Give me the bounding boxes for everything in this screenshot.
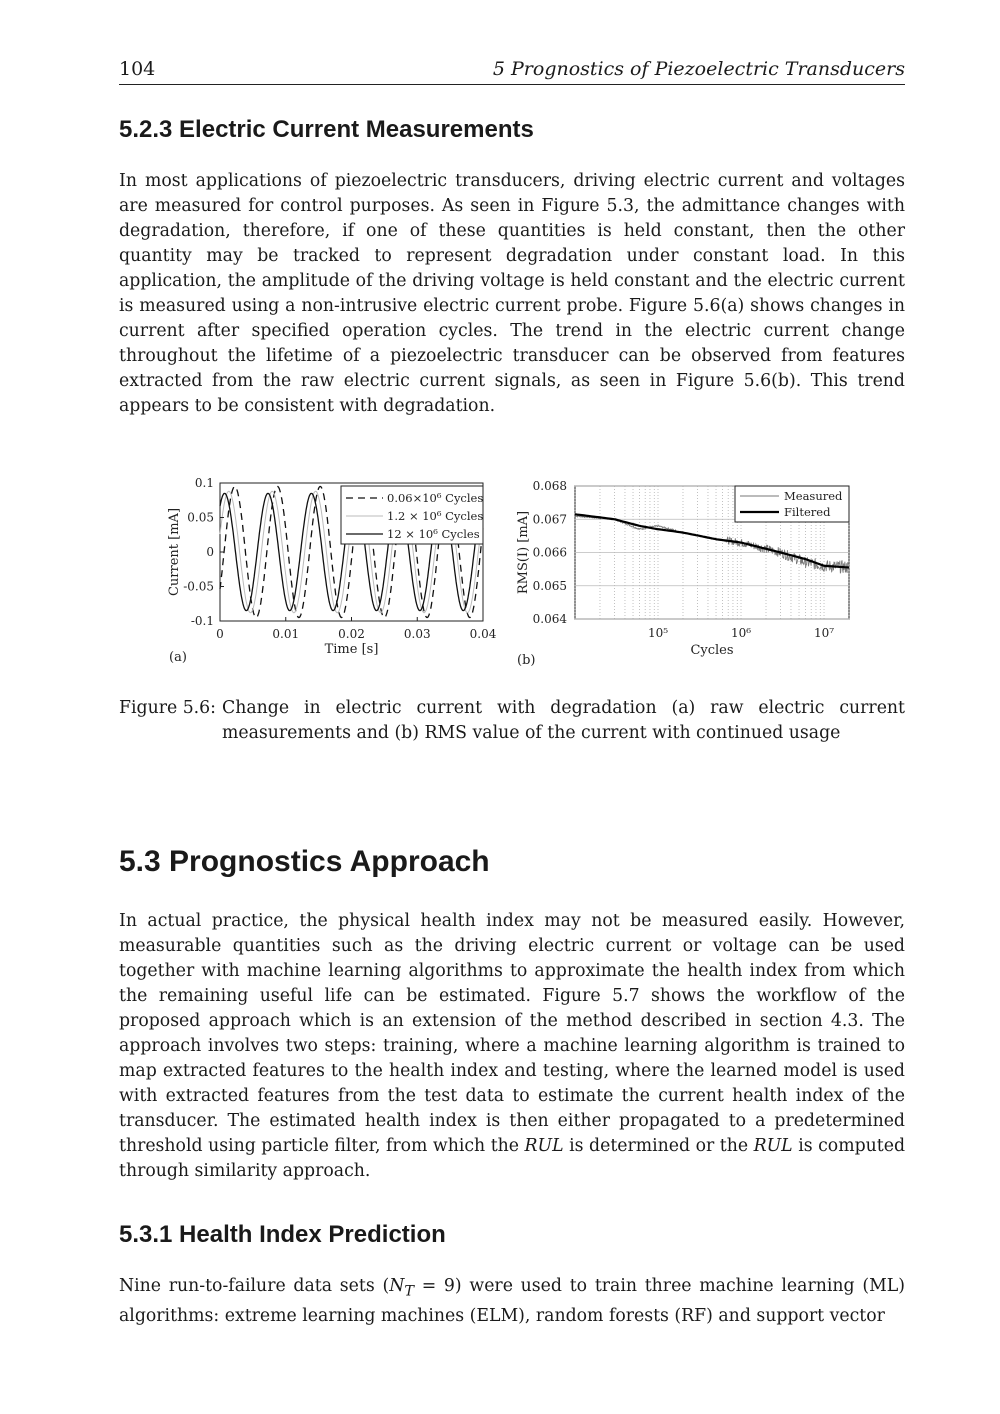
text-run: ) were used to train three machine learning (ML) algorithms: extreme learning machines (ELM), random forests (RF) and support vector [119, 1276, 905, 1327]
y-tick-label: 0.068 [532, 479, 567, 493]
running-header [119, 58, 905, 85]
y-tick-label: 0 [206, 545, 214, 559]
x-axis-label: Time [s] [324, 642, 379, 657]
chart-rms-vs-cycles [511, 474, 861, 674]
y-tick-label: -0.1 [190, 614, 214, 628]
y-axis-label: Current [mA] [167, 507, 182, 597]
panel-label: (b) [517, 653, 536, 668]
y-tick-label: 0.065 [532, 578, 567, 593]
y-tick-label: -0.05 [183, 579, 214, 594]
x-tick-label: 0.04 [469, 627, 497, 641]
figure-5-6 [159, 474, 899, 674]
legend-label-filtered: Filtered [784, 505, 831, 519]
chart-current-vs-time [159, 474, 504, 674]
math-equals: = 9 [413, 1276, 455, 1296]
y-tick-label: 0.066 [532, 545, 567, 560]
text-run: is computed through similarity approach. [119, 1136, 906, 1181]
paragraph-health-index-prediction [119, 1274, 905, 1329]
chapter-title: 5 Prognostics of Piezoelectric Transducers [492, 58, 905, 80]
y-tick-label: 0.1 [194, 476, 214, 490]
page-number: 104 [119, 58, 156, 80]
math-rul: RUL [753, 1136, 793, 1156]
x-tick-label: 0 [216, 627, 224, 641]
caption-label: Figure 5.6: [119, 698, 216, 718]
x-axis-label: Cycles [690, 643, 734, 658]
paragraph-current-measurements: In most applications of piezoelectric transducers, driving electric current and voltages are measured for control purposes. As seen in Figure 5.3, the admittance changes with degradation, therefore, if one of these quantities is held constant, then the other quantity may be tracked to represent degradation under constant load. In this application, the amplitude of the driving voltage is held constant and the electric current is measured using a non-intrusive electric current probe. Figure 5.6(a) shows changes in current after specified operation cycles. The trend in the electric current change throughout the lifetime of a piezoelectric transducer can be observed from features extracted from the raw electric current signals, as seen in Figure 5.6(b). This trend appears to be consistent with degradation. [119, 171, 905, 416]
caption-text: Change in electric current with degradation (a) raw electric current measurements and (b) RMS value of the current with continued usage [222, 698, 905, 743]
text-run: Nine run-to-failure data sets ( [119, 1276, 390, 1296]
legend-label-measured: Measured [784, 489, 843, 503]
y-axis-label: RMS(I) [mA] [516, 510, 531, 595]
section-heading-5-3: 5.3 Prognostics Approach [119, 845, 490, 878]
y-tick-label: 0.064 [532, 612, 567, 626]
panel-label: (a) [169, 650, 187, 665]
section-heading-5-3-1: 5.3.1 Health Index Prediction [119, 1221, 446, 1248]
legend-label-1: 1.2 × 10⁶ Cycles [387, 509, 484, 523]
x-tick-label: 10⁶ [730, 626, 752, 640]
section-heading-5-2-3: 5.2.3 Electric Current Measurements [119, 116, 534, 143]
y-tick-label: 0.05 [187, 510, 214, 525]
legend-label-2: 12 × 10⁶ Cycles [387, 527, 480, 541]
text-run: In actual practice, the physical health index may not be measured easily. However, measurable quantities such as the driving electric current or voltage can be used together with machine learning algorithms to approximate the health index from which the remaining useful life can be estimated. Figure 5.7 shows the workflow of the proposed approach which is an extension of the method described in section 4.3. The approach involves two steps: training, where a machine learning algorithm is trained to map extracted features to the health index and testing, where the learned model is used with extracted features from the test data to estimate the current health index of the transducer. The estimated health index is then either propagated to a predetermined threshold using particle filter, from which the [119, 911, 905, 1156]
y-tick-label: 0.067 [532, 512, 567, 527]
math-n: N [389, 1276, 405, 1296]
x-tick-label: 0.02 [338, 627, 365, 641]
paragraph-prognostics-approach [119, 909, 905, 1184]
math-rul: RUL [524, 1136, 564, 1156]
x-tick-label: 10⁵ [647, 626, 669, 640]
math-subscript: T [404, 1283, 414, 1300]
text-run: is determined or the [563, 1136, 754, 1156]
x-tick-label: 0.03 [403, 627, 431, 641]
legend-label-0: 0.06×10⁶ Cycles [387, 491, 484, 505]
x-tick-label: 10⁷ [813, 626, 835, 640]
x-tick-label: 0.01 [272, 627, 300, 641]
